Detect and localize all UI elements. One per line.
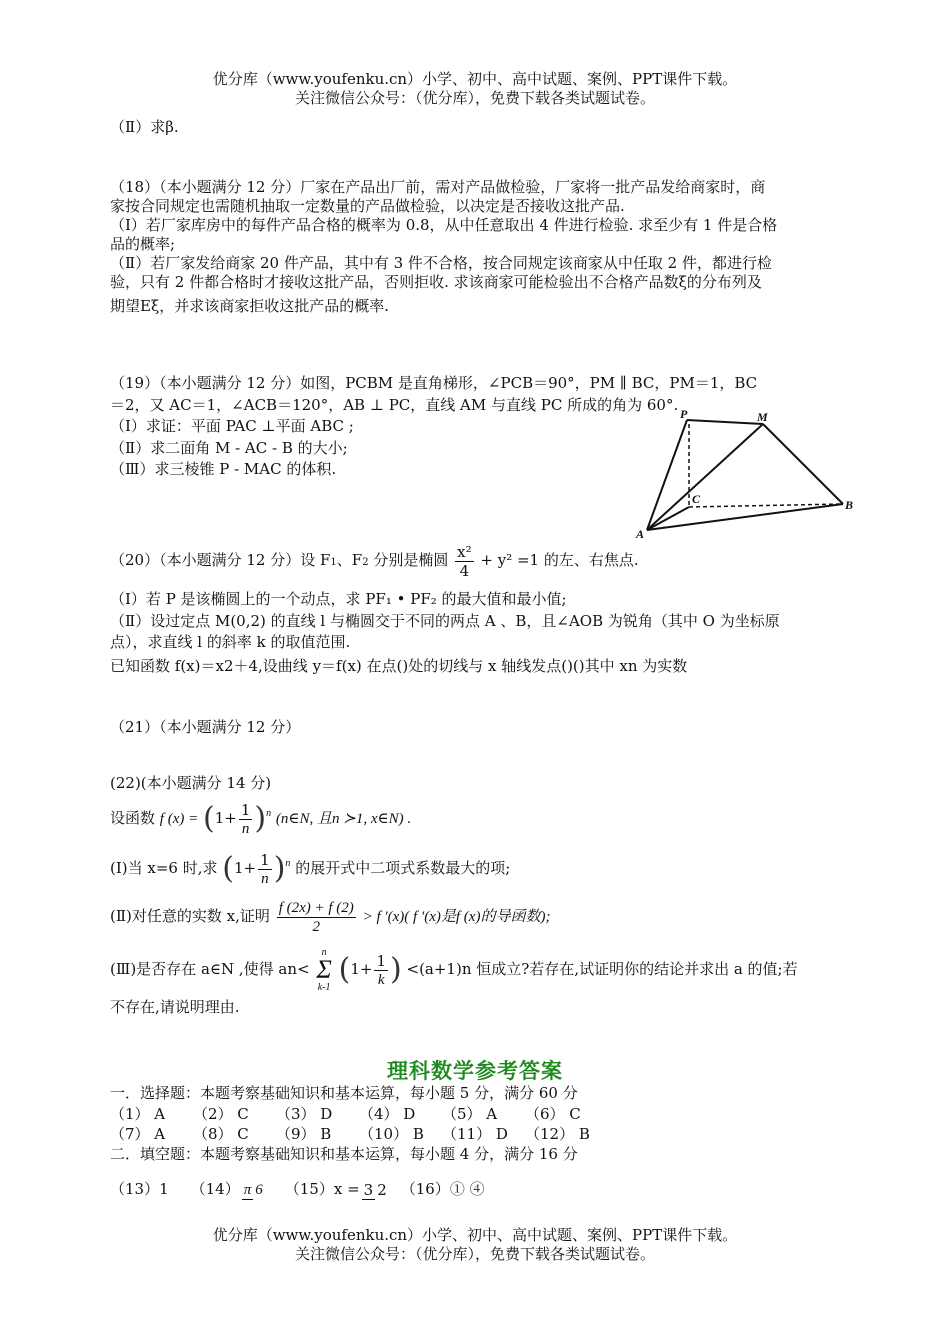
frac-num: 1 xyxy=(376,951,386,970)
frac-den: k xyxy=(377,971,385,988)
q18-line: 验，只有 2 件都合格时才接收这批产品，否则拒收. 求该商家可能检验出不合格产品数ξ的分布列及 xyxy=(110,273,762,291)
q20-line: 已知函数 f(x)＝x2＋4,设曲线 y＝f(x) 在点()处的切线与 x 轴线发点()()其中 xn 为实数 xyxy=(110,657,688,675)
q22-fraction xyxy=(258,851,272,888)
answer-14-fraction xyxy=(242,1168,265,1212)
label-P: P xyxy=(680,410,688,421)
header-line-1: 优分库（www.youfenku.cn）小学、初中、高中试题、案例、PPT课件下载。 xyxy=(212,70,738,88)
edge-AB xyxy=(647,504,843,530)
answer-item: （12） B xyxy=(525,1125,590,1143)
q22-line-2 xyxy=(110,848,846,889)
q19-line: （Ⅲ）求三棱锥 P - MAC 的体积. xyxy=(110,460,337,478)
q19-line: （Ⅱ）求二面角 M - AC - B 的大小; xyxy=(110,439,348,457)
q22-text: 的展开式中二项式系数最大的项; xyxy=(295,859,511,877)
frac-num: 1 xyxy=(240,800,251,819)
answers-title: 理科数学参考答案 xyxy=(387,1058,563,1083)
answer-13: （13）1 xyxy=(110,1180,169,1198)
q20-text: 分别是椭圆 xyxy=(368,551,449,569)
label-C: C xyxy=(692,492,701,506)
answer-item: （3） D xyxy=(276,1105,333,1123)
answers-fill-row xyxy=(110,1167,485,1212)
q22-text: (Ⅱ)对任意的实数 x,证明 xyxy=(110,907,270,925)
q18-line: 品的概率; xyxy=(110,235,176,253)
q22-exp: n xyxy=(266,808,272,819)
answers-row-2 xyxy=(110,1125,608,1144)
frac-den: 2 xyxy=(312,918,320,935)
sum-top: n xyxy=(321,947,327,958)
paren-open: ( xyxy=(338,952,351,987)
ellipse-fraction xyxy=(455,543,473,580)
paren-close: ) xyxy=(254,801,267,836)
label-B: B xyxy=(845,498,854,512)
answers-section-2: 二．填空题：本题考察基础知识和基本运算，每小题 4 分，满分 16 分 xyxy=(110,1145,578,1163)
q22-text: (Ⅰ)当 x=6 时,求 xyxy=(110,859,218,877)
q19-line: ＝2，又 AC＝1，∠ACB＝120°，AB ⊥ PC，直线 AM 与直线 PC 所成的角为 60°. xyxy=(110,396,679,414)
q18-line: （Ⅱ）若厂家发给商家 20 件产品，其中有 3 件不合格，按合同规定该商家从中任取 2 件，都进行检 xyxy=(110,254,772,272)
sum-sign: n Σ k-1 xyxy=(316,947,332,993)
answer-item: （6） C xyxy=(525,1105,581,1123)
answer-item: （11） D xyxy=(442,1125,508,1143)
edge-PA xyxy=(647,420,687,530)
q22-math: 1+ xyxy=(350,960,373,978)
answer-15-label: （15）x = xyxy=(284,1180,360,1198)
q20-line: 点），求直线 l 的斜率 k 的取值范围. xyxy=(110,633,351,651)
q20-text: 、F xyxy=(336,551,363,569)
frac-num: π xyxy=(243,1182,252,1198)
answer-14-label: （14） xyxy=(190,1180,240,1198)
q22-fraction xyxy=(239,801,253,838)
answer-item: （7） A xyxy=(110,1125,166,1143)
answers-section-1: 一．选择题：本题考察基础知识和基本运算，每小题 5 分，满分 60 分 xyxy=(110,1084,578,1102)
frac-num: 3 xyxy=(363,1181,374,1199)
q19-line: （19）（本小题满分 12 分）如图，PCBM 是直角梯形，∠PCB＝90°，PM ∥ BC，PM＝1，BC xyxy=(110,374,758,392)
frac-den: 4 xyxy=(459,561,470,580)
q22-line-4 xyxy=(110,945,846,994)
q22-math: f (x) = xyxy=(159,811,199,827)
q22-line-5: 不存在,请说明理由. xyxy=(110,998,240,1016)
q19-line: （Ⅰ）求证：平面 PAC ⊥平面 ABC ; xyxy=(110,417,354,435)
q22-text: (Ⅲ)是否存在 a∈N ,使得 an< xyxy=(110,960,310,978)
q18-line: （Ⅰ）若厂家库房中的每件产品合格的概率为 0.8，从中任意取出 4 件进行检验. 求至少有 1 件是合格 xyxy=(110,216,778,234)
frac-den: n xyxy=(241,820,250,837)
paren-open: ( xyxy=(222,851,235,886)
footer-line-2: 关注微信公众号：（优分库），免费下载各类试题试卷。 xyxy=(294,1245,655,1263)
q20-line-1 xyxy=(110,540,846,580)
frac-num: 1 xyxy=(260,850,270,869)
q18-line: 期望Eξ，并求该商家拒收这批产品的概率. xyxy=(110,297,389,315)
paren-close: ) xyxy=(390,952,402,987)
answer-item: （9） B xyxy=(276,1125,332,1143)
q22-title: (22)(本小题满分 14 分) xyxy=(110,774,272,792)
answer-item: （1） A xyxy=(110,1105,166,1123)
pyramid-figure xyxy=(625,410,865,545)
answer-item: （2） C xyxy=(193,1105,249,1123)
frac-num: f (2x) + f (2) xyxy=(278,899,354,916)
q22-math: 1+ xyxy=(234,859,257,877)
label-M: M xyxy=(757,410,768,424)
q20-line: （Ⅰ）若 P 是该椭圆上的一个动点，求 PF₁ • PF₂ 的最大值和最小值; xyxy=(110,590,567,608)
q22-text: 设函数 xyxy=(110,809,156,827)
q18-line: （18）（本小题满分 12 分）厂家在产品出厂前，需对产品做检验，厂家将一批产品发给商家时，商 xyxy=(110,178,766,196)
q20-text: + y² =1 的左、右焦点. xyxy=(480,551,639,569)
answer-item: （4） D xyxy=(359,1105,416,1123)
answer-item: （8） C xyxy=(193,1125,249,1143)
q20-sub: 2 xyxy=(362,557,369,568)
edge-MB xyxy=(763,424,843,504)
q22-text: <(a+1)n 恒成立?若存在,试证明你的结论并求出 a 的值;若 xyxy=(406,960,798,978)
frac-den: 6 xyxy=(255,1182,263,1198)
header-line-2: 关注微信公众号：（优分库），免费下载各类试题试卷。 xyxy=(294,89,655,107)
q20-sub: 1 xyxy=(330,557,337,568)
frac-num: x² xyxy=(457,542,472,561)
paren-open: ( xyxy=(203,801,215,836)
edge-MA xyxy=(647,424,763,530)
question-21: （21）（本小题满分 12 分） xyxy=(110,718,301,736)
answers-row-1 xyxy=(110,1105,608,1124)
sum-bottom: k-1 xyxy=(317,982,331,993)
q20-line: （Ⅱ）设过定点 M(0,2) 的直线 l 与椭圆交于不同的两点 A 、B，且∠AOB 为锐角（其中 O 为坐标原 xyxy=(110,612,780,630)
answer-item: （5） A xyxy=(442,1105,498,1123)
q22-math: (n∈N, 且n ≻1, x∈N) . xyxy=(275,811,412,827)
label-A: A xyxy=(636,527,645,541)
frac-den: n xyxy=(261,870,269,887)
answer-item: （10） B xyxy=(359,1125,424,1143)
paren-close: ) xyxy=(273,851,286,886)
frac-den: 2 xyxy=(377,1181,387,1199)
q22-math: 1+ xyxy=(214,809,237,827)
q22-math: > f ′(x)( f ′(x)是f (x)的导函数); xyxy=(362,909,551,925)
edge-PM xyxy=(687,420,763,424)
q18-line: 家按合同规定也需随机抽取一定数量的产品做检验，以决定是否接收这批产品. xyxy=(110,197,625,215)
q22-exp: n xyxy=(285,858,291,869)
q22-line-3 xyxy=(110,896,846,937)
q22-fraction xyxy=(277,899,356,936)
q20-text: （20）（本小题满分 12 分）设 F xyxy=(110,551,331,569)
footer-line-1: 优分库（www.youfenku.cn）小学、初中、高中试题、案例、PPT课件下载。 xyxy=(212,1226,738,1244)
q22-fraction xyxy=(374,952,388,989)
answer-15-fraction xyxy=(362,1168,389,1212)
q17-part2: （Ⅱ）求β. xyxy=(110,118,179,136)
q22-line-1 xyxy=(110,798,846,839)
answer-16: （16）① ④ xyxy=(400,1180,485,1198)
